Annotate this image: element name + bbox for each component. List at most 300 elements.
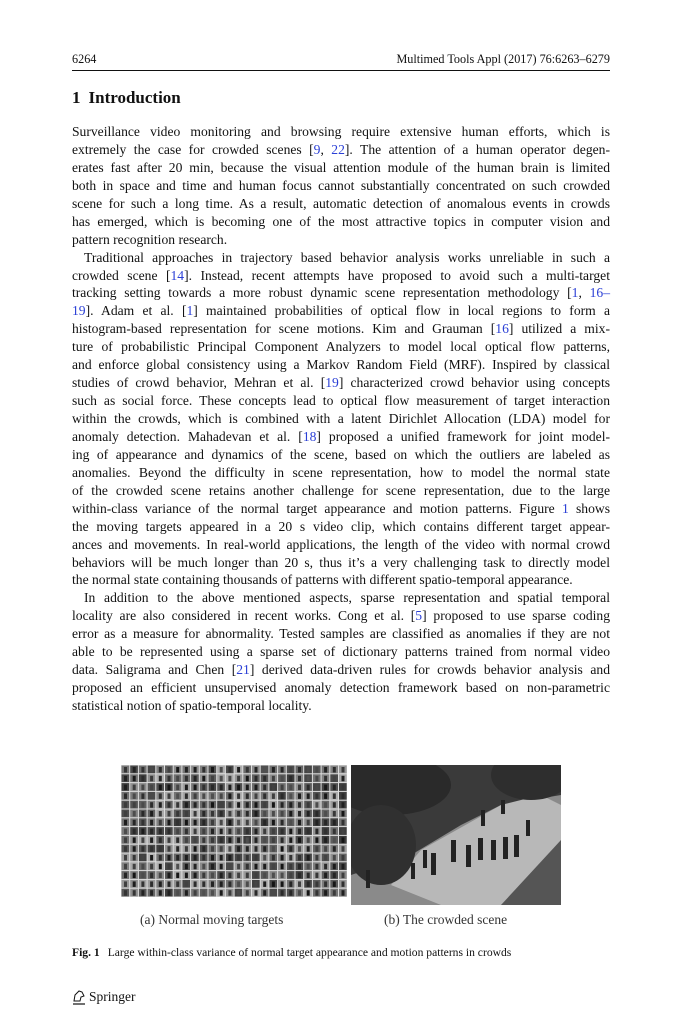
publisher-name: Springer — [89, 989, 136, 1004]
person-silhouette — [228, 802, 231, 808]
person-silhouette — [298, 846, 301, 852]
person-silhouette — [211, 829, 214, 835]
person-silhouette — [159, 785, 162, 791]
figure-image-crowded-scene — [351, 765, 561, 905]
person-silhouette — [159, 873, 162, 879]
person-silhouette — [185, 802, 188, 808]
person-silhouette — [342, 820, 345, 826]
person-silhouette — [289, 811, 292, 817]
person-silhouette — [289, 837, 292, 843]
person-silhouette — [194, 802, 197, 808]
person-silhouette — [211, 811, 214, 817]
person-silhouette — [211, 837, 214, 843]
person-silhouette — [255, 890, 258, 896]
person-silhouette — [133, 776, 136, 782]
section-title: Introduction — [88, 88, 181, 107]
person-silhouette — [298, 829, 301, 835]
person-silhouette — [237, 820, 240, 826]
person-silhouette — [289, 890, 292, 896]
person-silhouette — [141, 846, 144, 852]
person-silhouette — [141, 785, 144, 791]
person-silhouette — [168, 837, 171, 843]
person-silhouette — [211, 767, 214, 773]
subcaption-b: (b) The crowded scene — [384, 912, 508, 927]
person-silhouette — [246, 776, 249, 782]
person-silhouette — [333, 837, 336, 843]
person-silhouette — [289, 829, 292, 835]
person-silhouette — [246, 811, 249, 817]
text-segment: ances and movements. In real-world applications, the length of the video with normal crowd — [72, 536, 610, 552]
person-silhouette — [298, 802, 301, 808]
person-silhouette — [176, 820, 179, 826]
citation-link[interactable]: 18 — [302, 428, 317, 444]
person-silhouette — [298, 767, 301, 773]
person-silhouette — [220, 785, 223, 791]
text-line — [72, 661, 610, 679]
person-silhouette — [202, 864, 205, 870]
person-silhouette — [289, 864, 292, 870]
person-silhouette — [176, 873, 179, 879]
person-silhouette — [246, 873, 249, 879]
person-silhouette — [141, 855, 144, 861]
person-silhouette — [342, 837, 345, 843]
person-silhouette — [307, 837, 310, 843]
person-silhouette — [246, 785, 249, 791]
person-silhouette — [324, 837, 327, 843]
person-silhouette — [237, 811, 240, 817]
person-silhouette — [298, 855, 301, 861]
citation-link[interactable]: 9 — [313, 141, 321, 157]
person-silhouette — [220, 864, 223, 870]
text-line — [72, 320, 610, 338]
person-silhouette — [281, 837, 284, 843]
person-silhouette — [159, 864, 162, 870]
person-silhouette — [315, 829, 318, 835]
person-silhouette — [150, 829, 153, 835]
publisher-footer — [72, 989, 136, 1005]
person-silhouette — [333, 855, 336, 861]
text-line — [72, 177, 610, 195]
text-segment: data. Saligrama and Chen [ — [72, 662, 237, 678]
person-silhouette — [194, 846, 197, 852]
person-silhouette — [298, 793, 301, 799]
text-segment: ]. Instead, recent attempts have proposed to avoid such a multi-target — [184, 267, 610, 283]
person-silhouette — [141, 793, 144, 799]
person-silhouette — [220, 855, 223, 861]
person-silhouette — [185, 846, 188, 852]
text-segment: anomalies. Beyond the difficulty in scene representation, how to model the normal state — [72, 464, 610, 480]
person-silhouette — [263, 811, 266, 817]
person-silhouette — [315, 776, 318, 782]
person-silhouette — [133, 837, 136, 843]
text-line — [72, 500, 610, 518]
person-silhouette — [324, 802, 327, 808]
person-silhouette — [202, 837, 205, 843]
person-silhouette — [168, 802, 171, 808]
person-silhouette — [255, 873, 258, 879]
subcaption-a: (a) Normal moving targets — [140, 912, 284, 927]
person-silhouette — [194, 793, 197, 799]
person-silhouette — [333, 767, 336, 773]
person-silhouette — [141, 837, 144, 843]
person-silhouette — [281, 811, 284, 817]
person-silhouette — [194, 829, 197, 835]
person-silhouette — [307, 890, 310, 896]
person-silhouette — [211, 820, 214, 826]
person-silhouette — [133, 793, 136, 799]
person-silhouette — [307, 855, 310, 861]
person-silhouette — [220, 846, 223, 852]
person-silhouette — [237, 793, 240, 799]
citation-link[interactable]: 19 — [325, 375, 339, 391]
person-silhouette — [263, 785, 266, 791]
person-silhouette — [159, 829, 162, 835]
person-silhouette — [281, 855, 284, 861]
person-silhouette — [307, 785, 310, 791]
person-silhouette — [124, 881, 127, 887]
person-silhouette — [281, 793, 284, 799]
text-segment: the moving targets appeared in a 20 s video clip, which contains different target appear- — [72, 518, 610, 534]
figure-caption-text: Large within-class variance of normal target appearance and motion patterns in crowds — [107, 946, 512, 959]
person-silhouette — [342, 864, 345, 870]
person-silhouette — [202, 829, 205, 835]
person-silhouette — [272, 776, 275, 782]
person-silhouette — [150, 855, 153, 861]
person-silhouette — [307, 767, 310, 773]
springer-horse-icon — [72, 989, 86, 1005]
person-silhouette — [342, 855, 345, 861]
person-silhouette — [315, 802, 318, 808]
person-silhouette — [255, 855, 258, 861]
person-silhouette — [342, 873, 345, 879]
person-silhouette — [202, 873, 205, 879]
person-silhouette — [324, 890, 327, 896]
person-silhouette — [237, 846, 240, 852]
person-silhouette — [176, 776, 179, 782]
text-segment: Traditional approaches in trajectory based behavior analysis works unreliable in such a — [84, 249, 610, 265]
person-silhouette — [176, 811, 179, 817]
person-silhouette — [272, 873, 275, 879]
person-silhouette — [298, 811, 301, 817]
person-silhouette — [324, 793, 327, 799]
person-silhouette — [202, 846, 205, 852]
person-silhouette — [272, 890, 275, 896]
text-line — [72, 446, 610, 464]
person-silhouette — [307, 802, 310, 808]
person-silhouette — [211, 846, 214, 852]
text-line — [72, 141, 610, 159]
person-silhouette — [228, 829, 231, 835]
text-line — [72, 392, 610, 410]
person-silhouette — [263, 846, 266, 852]
text-line — [72, 554, 610, 572]
person-silhouette — [307, 811, 310, 817]
person-silhouette — [263, 802, 266, 808]
person-silhouette — [307, 776, 310, 782]
person-silhouette — [281, 776, 284, 782]
person-silhouette — [307, 881, 310, 887]
person-silhouette — [289, 881, 292, 887]
person-silhouette — [220, 811, 223, 817]
person-silhouette — [176, 881, 179, 887]
person-silhouette — [289, 785, 292, 791]
citation-link[interactable]: 16– — [589, 285, 611, 301]
text-segment: anomaly detection. Mahadevan et al. [ — [72, 428, 303, 444]
person-silhouette — [272, 767, 275, 773]
person-silhouette — [246, 855, 249, 861]
person-silhouette — [141, 767, 144, 773]
person-silhouette — [133, 873, 136, 879]
text-segment: error as a measure for abnormality. Tested samples are classified as anomalies if they are not — [72, 626, 610, 642]
person-silhouette — [228, 846, 231, 852]
citation-link[interactable]: 5 — [415, 608, 423, 624]
figure-image-normal-targets — [121, 765, 347, 897]
citation-link[interactable]: 21 — [236, 662, 250, 678]
person-silhouette — [246, 881, 249, 887]
person-silhouette — [141, 881, 144, 887]
person-silhouette — [324, 767, 327, 773]
person-silhouette — [150, 785, 153, 791]
person-silhouette — [237, 785, 240, 791]
person-silhouette — [159, 811, 162, 817]
person-silhouette — [150, 820, 153, 826]
text-line — [72, 679, 610, 697]
page-number: 6264 — [72, 52, 97, 66]
person-silhouette — [324, 776, 327, 782]
person-silhouette — [315, 855, 318, 861]
person-silhouette — [228, 811, 231, 817]
person-silhouette — [150, 802, 153, 808]
person-silhouette — [272, 785, 275, 791]
person-silhouette — [211, 881, 214, 887]
person-silhouette — [263, 767, 266, 773]
text-line — [72, 697, 610, 715]
person-silhouette — [133, 855, 136, 861]
text-segment: tracking setting towards a more robust dynamic scene representation methodology [ — [72, 285, 572, 301]
person-silhouette — [333, 785, 336, 791]
text-line — [72, 464, 610, 482]
person-silhouette — [220, 776, 223, 782]
person-silhouette — [289, 802, 292, 808]
person-silhouette — [307, 873, 310, 879]
citation-link[interactable]: 16 — [495, 321, 509, 337]
person-silhouette — [176, 802, 179, 808]
person-silhouette — [168, 811, 171, 817]
person-silhouette — [159, 767, 162, 773]
person-silhouette — [263, 864, 266, 870]
person-silhouette — [133, 785, 136, 791]
text-line — [72, 159, 610, 177]
person-silhouette — [298, 873, 301, 879]
person-silhouette — [159, 820, 162, 826]
text-segment: both in space and time and human focus cannot substantially concentrated on such crowded — [72, 177, 610, 193]
text-line — [72, 231, 610, 249]
person-silhouette — [159, 855, 162, 861]
person-silhouette — [176, 855, 179, 861]
person-silhouette — [315, 881, 318, 887]
person-silhouette — [272, 881, 275, 887]
person-silhouette — [133, 811, 136, 817]
text-segment: shows — [568, 500, 610, 516]
person-silhouette — [246, 767, 249, 773]
person-silhouette — [220, 873, 223, 879]
person-silhouette — [159, 837, 162, 843]
person-silhouette — [159, 802, 162, 808]
text-segment: within the crowds, which is combined with a latent Dirichlet Allocation (LDA) model for — [72, 411, 610, 426]
person-silhouette — [124, 846, 127, 852]
text-line — [72, 482, 610, 500]
text-segment: In addition to the above mentioned aspects, sparse representation and spatial temporal — [84, 590, 610, 606]
person-silhouette — [159, 846, 162, 852]
person-silhouette — [168, 767, 171, 773]
person-silhouette — [246, 864, 249, 870]
person-silhouette — [272, 802, 275, 808]
person-silhouette — [133, 881, 136, 887]
person-silhouette — [220, 837, 223, 843]
person-silhouette — [194, 890, 197, 896]
person-silhouette — [228, 855, 231, 861]
person-silhouette — [141, 802, 144, 808]
person-silhouette — [124, 873, 127, 879]
person-silhouette — [176, 846, 179, 852]
person-silhouette — [315, 767, 318, 773]
person-silhouette — [342, 785, 345, 791]
person-silhouette — [176, 829, 179, 835]
text-line — [72, 571, 610, 589]
person-silhouette — [255, 846, 258, 852]
person-silhouette — [124, 829, 127, 835]
person-silhouette — [298, 837, 301, 843]
figure-caption — [72, 946, 511, 959]
text-segment: within-class variance of the normal target appearance and motion patterns. Figure — [72, 500, 562, 516]
person-silhouette — [333, 776, 336, 782]
person-silhouette — [342, 829, 345, 835]
person-silhouette — [324, 785, 327, 791]
person-silhouette — [315, 793, 318, 799]
person-silhouette — [263, 837, 266, 843]
person-silhouette — [168, 890, 171, 896]
person-silhouette — [228, 785, 231, 791]
person-silhouette — [246, 829, 249, 835]
person-silhouette — [211, 802, 214, 808]
person-silhouette — [141, 776, 144, 782]
citation-link[interactable]: 1 — [186, 303, 194, 319]
text-line — [72, 607, 610, 625]
person-silhouette — [133, 846, 136, 852]
text-segment: ]. The attention of a human operator degen- — [344, 141, 610, 157]
person-silhouette — [289, 873, 292, 879]
person-silhouette — [255, 776, 258, 782]
person-silhouette — [237, 873, 240, 879]
person-silhouette — [150, 837, 153, 843]
text-segment: extremely the case for crowded scenes [ — [72, 141, 314, 157]
person-silhouette — [324, 811, 327, 817]
person-silhouette — [124, 864, 127, 870]
person-silhouette — [324, 881, 327, 887]
text-segment: crowded scene [ — [72, 267, 171, 283]
person-silhouette — [324, 846, 327, 852]
text-segment: , — [578, 285, 590, 301]
text-line — [72, 518, 610, 536]
person-silhouette — [220, 881, 223, 887]
person-silhouette — [124, 811, 127, 817]
text-segment: able to be represented using a sparse set of dictionary patterns trained from normal video — [72, 644, 610, 660]
text-segment: ]. Adam et al. [ — [85, 303, 187, 319]
person-silhouette — [281, 873, 284, 879]
person-silhouette — [298, 785, 301, 791]
person-silhouette — [141, 820, 144, 826]
person-silhouette — [185, 881, 188, 887]
person-silhouette — [324, 864, 327, 870]
person-silhouette — [255, 820, 258, 826]
person-silhouette — [176, 890, 179, 896]
citation-link[interactable]: 14 — [170, 267, 185, 283]
citation-link[interactable]: 1 — [561, 500, 569, 516]
text-line — [72, 213, 610, 231]
person-silhouette — [194, 881, 197, 887]
text-line — [72, 625, 610, 643]
person-silhouette — [141, 890, 144, 896]
person-silhouette — [281, 829, 284, 835]
person-silhouette — [263, 820, 266, 826]
person-silhouette — [202, 890, 205, 896]
person-silhouette — [237, 829, 240, 835]
person-silhouette — [194, 811, 197, 817]
person-silhouette — [298, 890, 301, 896]
text-segment: proposed an efficient unsupervised anomaly detection framework based on non-parametric — [72, 680, 610, 696]
person-silhouette — [220, 820, 223, 826]
person-silhouette — [220, 767, 223, 773]
text-line — [72, 249, 610, 267]
citation-link[interactable]: 1 — [571, 285, 579, 301]
citation-link[interactable]: 19 — [72, 303, 86, 319]
person-silhouette — [255, 864, 258, 870]
person-silhouette — [333, 811, 336, 817]
person-silhouette — [272, 855, 275, 861]
person-silhouette — [307, 829, 310, 835]
person-silhouette — [255, 767, 258, 773]
person-silhouette — [281, 767, 284, 773]
person-silhouette — [194, 855, 197, 861]
text-segment: such as social force. These concepts lead to optical flow measurement of target interaction — [72, 393, 610, 409]
citation-link[interactable]: 22 — [331, 141, 345, 157]
person-silhouette — [246, 802, 249, 808]
person-silhouette — [211, 864, 214, 870]
person-silhouette — [315, 873, 318, 879]
text-segment: ] maintained probabilities of optical flow in local regions to form a — [193, 303, 610, 319]
person-silhouette — [272, 820, 275, 826]
person-silhouette — [255, 829, 258, 835]
text-segment: ] derived data-driven rules for crowds behavior analysis and — [249, 662, 610, 678]
person-silhouette — [228, 864, 231, 870]
text-segment: Surveillance video monitoring and browsing require extensive human efforts, which is — [72, 124, 610, 139]
person-silhouette — [124, 837, 127, 843]
person-silhouette — [176, 767, 179, 773]
person-silhouette — [185, 829, 188, 835]
person-silhouette — [324, 820, 327, 826]
person-silhouette — [202, 802, 205, 808]
person-silhouette — [342, 846, 345, 852]
text-segment: of the crowded scene retains another challenge for scene representation, due to the large — [72, 482, 610, 498]
section-heading — [72, 88, 181, 108]
figure-label: Fig. 1 — [72, 946, 100, 959]
person-silhouette — [281, 820, 284, 826]
person-silhouette — [281, 785, 284, 791]
person-silhouette — [150, 846, 153, 852]
person-silhouette — [168, 793, 171, 799]
person-silhouette — [315, 811, 318, 817]
journal-citation: Multimed Tools Appl (2017) 76:6263–6279 — [396, 52, 610, 66]
